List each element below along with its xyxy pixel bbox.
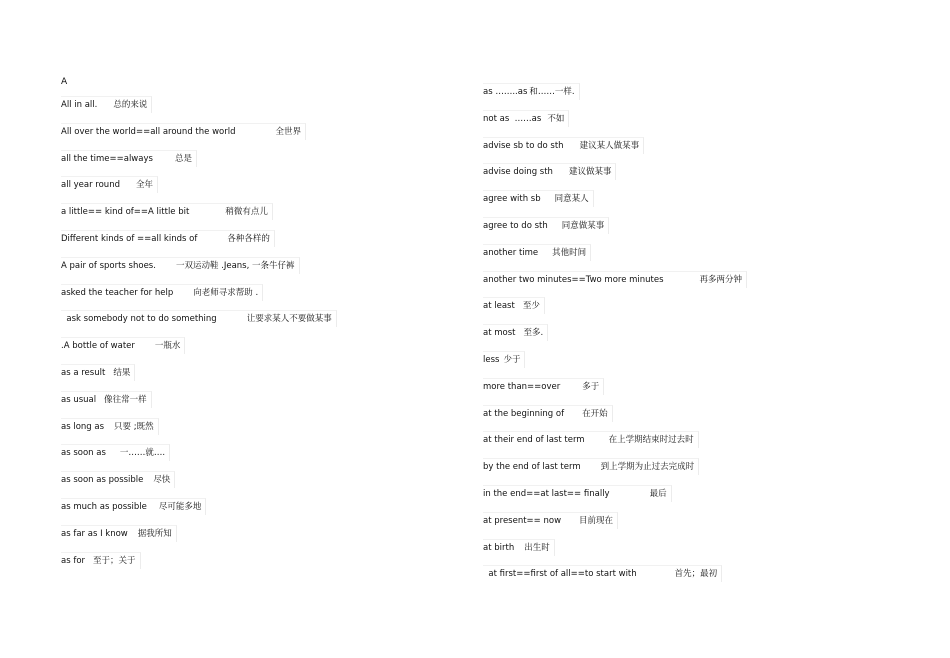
chinese-meaning: 一……就…. [119, 448, 166, 459]
vocab-entry [483, 217, 609, 234]
english-phrase: as usual [61, 394, 97, 405]
vocab-entry [483, 378, 604, 395]
vocab-entry [61, 444, 170, 461]
chinese-meaning: 多于 [582, 381, 600, 392]
english-phrase: as soon as possible [61, 475, 144, 486]
english-phrase: Different kinds of ==all kinds of [61, 234, 198, 244]
vocab-entry [483, 271, 747, 288]
vocab-entry [61, 284, 263, 301]
vocab-entry [483, 163, 616, 180]
vocab-entry [61, 176, 158, 193]
english-phrase: by the end of last term [483, 462, 581, 473]
chinese-meaning: 到上学期为止过去完成时 [600, 462, 695, 473]
vocab-entry [483, 190, 594, 207]
chinese-meaning: 一双运动鞋 .Jeans, 一条牛仔裤 [175, 260, 295, 271]
vocab-entry [483, 83, 580, 100]
vocab-entry [61, 230, 275, 247]
vocab-entry [483, 324, 548, 341]
english-phrase: agree to do sth [483, 221, 548, 231]
english-phrase: as ……..as [483, 87, 528, 97]
english-phrase: .A bottle of water [61, 341, 135, 352]
english-phrase: at their end of last term [483, 435, 585, 446]
vocab-entry [61, 471, 175, 488]
chinese-meaning: 至少 [522, 301, 540, 312]
english-phrase: at birth [483, 542, 515, 553]
english-phrase: as for [61, 555, 86, 566]
english-phrase: at present== now [483, 515, 562, 526]
english-phrase: agree with sb [483, 194, 541, 205]
english-phrase: A pair of sports shoes. [61, 260, 156, 271]
english-phrase: all year round [61, 180, 120, 191]
chinese-meaning: 总是 [174, 153, 192, 164]
chinese-meaning: 同意做某事 [561, 221, 605, 231]
chinese-meaning: 稍微有点儿 [225, 207, 268, 218]
chinese-meaning: 和……一样. [529, 87, 575, 97]
english-phrase: at first==first of all==to start with [483, 569, 637, 580]
vocab-entry [483, 110, 569, 127]
vocab-entry [61, 203, 273, 220]
chinese-meaning: 一瓶水 [154, 341, 181, 352]
vocab-entry [61, 96, 152, 113]
english-phrase: not as ……as [483, 113, 542, 124]
english-phrase: more than==over [483, 381, 561, 392]
english-phrase: as a result [61, 368, 106, 378]
vocab-entry [483, 244, 591, 261]
vocab-entry [483, 431, 699, 448]
chinese-meaning: 建议某人做某事 [579, 140, 640, 151]
vocab-entry [483, 539, 555, 556]
vocab-entry [483, 485, 672, 502]
vocab-entry [61, 391, 152, 408]
english-phrase: in the end==at last== finally [483, 489, 610, 499]
english-phrase: All over the world==all around the world [61, 126, 236, 137]
chinese-meaning: 只要 ;既然 [114, 421, 154, 432]
chinese-meaning: 出生时 [524, 542, 550, 553]
chinese-meaning: 总的来说 [113, 100, 148, 110]
chinese-meaning: 首先；最初 [674, 569, 718, 580]
vocab-entry [483, 458, 699, 475]
english-phrase: at most [483, 328, 516, 339]
vocab-entry [61, 498, 206, 515]
chinese-meaning: 在上学期结束时过去时 [608, 435, 694, 446]
chinese-meaning: 全世界 [275, 126, 301, 137]
english-phrase: as long as [61, 421, 105, 432]
chinese-meaning: 最后 [649, 489, 667, 499]
vocab-entry [61, 525, 177, 542]
vocab-entry [483, 565, 722, 582]
english-phrase: another time [483, 247, 539, 258]
vocab-entry [61, 364, 135, 381]
chinese-meaning: 让要求某人不要做某事 [246, 314, 332, 325]
vocab-entry [61, 150, 197, 167]
chinese-meaning: 同意某人 [554, 194, 589, 205]
chinese-meaning: 尽可能多地 [158, 502, 202, 512]
chinese-meaning: 建议做某事 [568, 167, 612, 178]
vocab-entry [61, 310, 337, 327]
chinese-meaning: 目前现在 [579, 515, 614, 526]
english-phrase: another two minutes==Two more minutes [483, 274, 664, 285]
english-phrase: as soon as [61, 448, 106, 459]
vocab-entry [483, 512, 618, 529]
english-phrase: at the beginning of [483, 408, 565, 419]
english-phrase: less [483, 355, 500, 365]
vocab-entry [61, 337, 185, 354]
english-phrase: all the time==always [61, 153, 153, 164]
english-phrase: at least [483, 301, 515, 312]
vocab-entry [483, 297, 545, 314]
vocab-entry [483, 351, 525, 368]
chinese-meaning: 少于 [503, 355, 521, 365]
chinese-meaning: 像往常一样 [104, 394, 147, 405]
english-phrase: advise sb to do sth [483, 140, 564, 151]
english-phrase: as much as possible [61, 502, 147, 512]
chinese-meaning: 各种各样的 [227, 234, 270, 244]
vocab-entry [61, 418, 159, 435]
chinese-meaning: 结果 [113, 368, 131, 378]
chinese-meaning: 再多两分钟 [699, 274, 743, 285]
english-phrase: asked the teacher for help [61, 287, 174, 298]
vocab-entry [61, 123, 306, 140]
vocab-entry [61, 257, 300, 274]
english-phrase: as far as I know [61, 528, 128, 539]
chinese-meaning: 不如 [547, 113, 565, 124]
chinese-meaning: 全年 [135, 180, 153, 191]
chinese-meaning: 向老师寻求帮助 . [193, 287, 259, 298]
chinese-meaning: 据我所知 [137, 528, 172, 539]
chinese-meaning: 至多. [523, 328, 544, 339]
chinese-meaning: 尽快 [153, 475, 171, 486]
english-phrase: a little== kind of==A little bit [61, 207, 190, 218]
vocab-entry [61, 552, 141, 569]
vocab-entry [483, 137, 644, 154]
english-phrase: advise doing sth [483, 167, 553, 178]
english-phrase: ask somebody not to do something [61, 314, 217, 325]
chinese-meaning: 在开始 [582, 408, 608, 419]
section-heading: A [61, 77, 68, 87]
chinese-meaning: 至于；关于 [93, 555, 136, 566]
english-phrase: All in all. [61, 100, 98, 110]
vocab-entry [483, 405, 613, 422]
chinese-meaning: 其他时间 [552, 247, 587, 258]
